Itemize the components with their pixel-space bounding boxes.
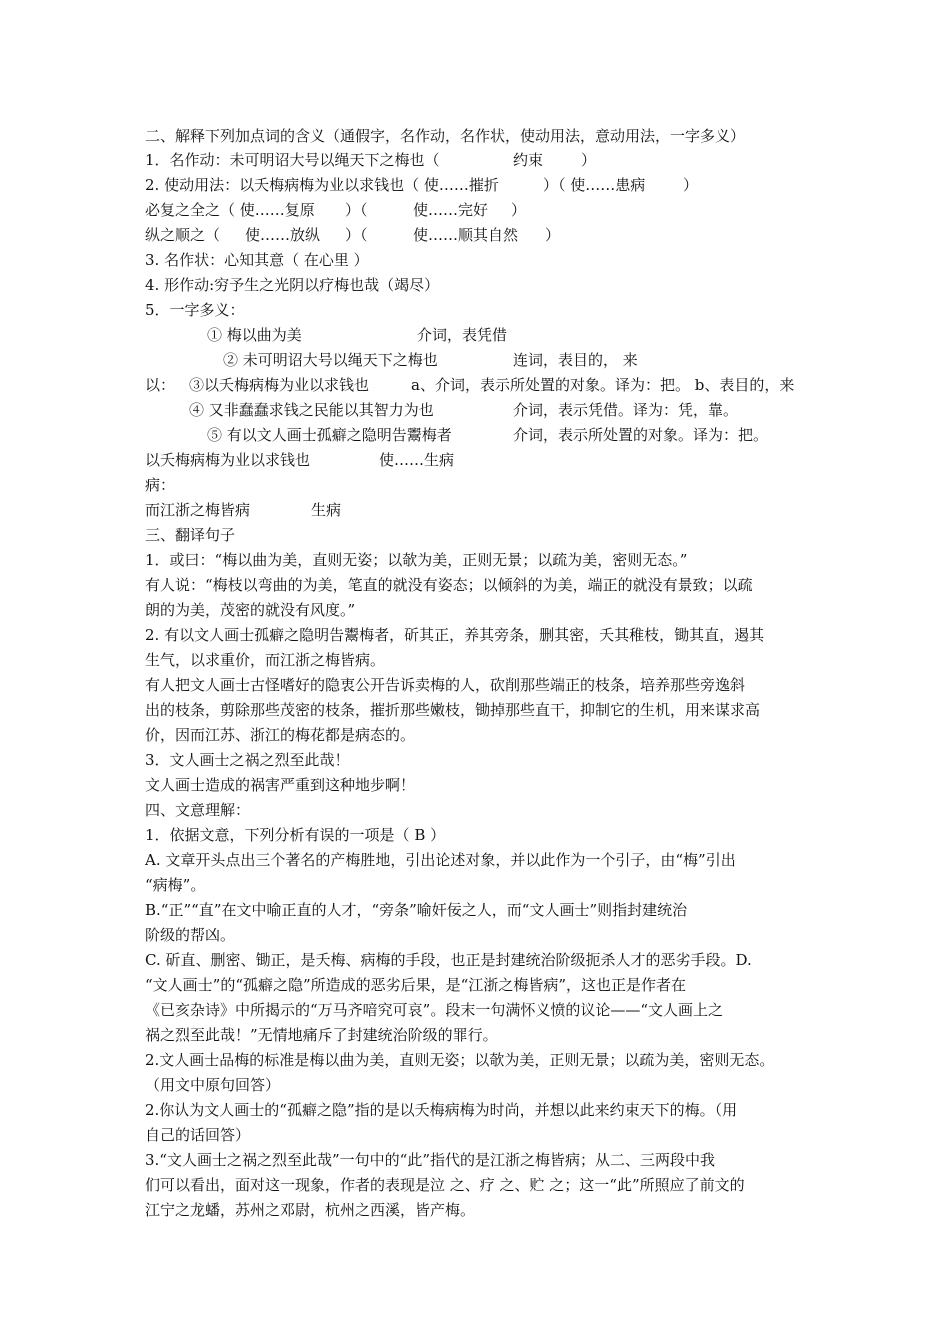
section-3-heading: 三、翻译句子 [145,526,236,544]
text: 2. 使动用法：以夭梅病梅为业以求钱也（ 使……摧折 [145,176,499,194]
s4-line: 2.文人画士品梅的标准是梅以曲为美，直则无姿；以欹为美，正则无景；以疏为美，密则无态。 [145,1051,775,1069]
explanation: 连词，表目的， 来 [513,351,638,369]
s3-line: 文人画士造成的祸害严重到这种地步啊！ [145,776,416,794]
s2-line-3 [145,198,815,222]
s3-line: 价，因而江苏、浙江的梅花都是病态的。 [145,726,416,744]
explanation: 生病 [311,501,342,519]
text: ） [511,201,527,219]
text: ）（ [345,226,368,244]
s4-line: 3.“文人画士之祸之烈至此哉”一句中的“此”指代的是江浙之梅皆病；从二、三两段中我 [145,1151,715,1169]
example: ③以夭梅病梅为业以求钱也 [189,376,370,394]
s4-line: 阶级的帮凶。 [145,926,236,944]
s4-line: 1．依据文意，下列分析有误的一项是（ B ） [145,826,446,844]
explanation: 介词，表凭借 [417,326,508,344]
s3-line: 3．文人画士之祸之烈至此哉！ [145,751,350,769]
s3-line: 朗的为美，茂密的就没有风度。” [145,601,356,619]
explanation: 使……生病 [379,451,455,469]
s4-line: （用文中原句回答） [145,1076,281,1094]
s4-line: 祸之烈至此哉！”无情地痛斥了封建统治阶级的罪行。 [145,1026,498,1044]
s2-line-4 [145,223,815,247]
yizi-1 [145,323,815,347]
example: 而江浙之梅皆病 [145,501,251,519]
answer: 约束 [513,151,544,169]
text: ） [545,226,561,244]
answer: 使……完好 [413,201,489,219]
answer: 使……放纵 [245,226,321,244]
section-4-heading: 四、文意理解： [145,801,251,819]
yizi-4 [145,398,815,422]
s2-line-7: 5．一字多义： [145,301,245,319]
bing-lead: 病： [145,476,176,494]
s3-line: 生气，以求重价，而江浙之梅皆病。 [145,651,386,669]
s4-line: B.“正”“直”在文中喻正直的人才，“旁条”喻奸佞之人，而“文人画士”则指封建统治 [145,901,688,919]
text: 纵之顺之（ [145,226,221,244]
example: ① 梅以曲为美 [207,326,302,344]
explanation: a、介词，表示所处置的对象。译为：把。 b、表目的，来 [411,376,795,394]
s4-line: 江宁之龙蟠，苏州之邓尉，杭州之西溪，皆产梅。 [145,1201,476,1219]
s4-line: “文人画士”的“孤癖之隐”所造成的恶劣后果，是“江浙之梅皆病”，这也正是作者在 [145,976,687,994]
s2-line-1 [145,148,815,172]
s3-line: 2. 有以文人画士孤癖之隐明告鬻梅者，斫其正，养其旁条，删其密，夭其稚枝，锄其直，遏其 [145,626,765,644]
answer: 使……顺其自然 [413,226,519,244]
s4-line: 们可以看出，面对这一现象，作者的表现是泣 之、疗 之、贮 之；这一“此”所照应了前文的 [145,1176,745,1194]
example: 以夭梅病梅为业以求钱也 [145,451,311,469]
s4-line: “病梅”。 [145,876,206,894]
s2-line-6: 4. 形作动:穷予生之光阴以疗梅也哉（竭尽） [145,276,440,294]
s4-line: C. 斫直、删密、锄正，是夭梅、病梅的手段，也正是封建统治阶级扼杀人才的恶劣手段。D. [145,951,752,969]
bing-2 [145,498,815,522]
example: ⑤ 有以文人画士孤癖之隐明告鬻梅者 [207,426,452,444]
text: 1．名作动：未可明诏大号以绳天下之梅也（ [145,151,440,169]
s3-line: 出的枝条，剪除那些茂密的枝条，摧折那些嫩枝，锄掉那些直干，抑制它的生机，用来谋求高 [145,701,761,719]
text: ） [683,176,699,194]
example: ④ 又非蠢蠢求钱之民能以其智力为也 [189,401,434,419]
text: ）（ 使……患病 [543,176,646,194]
s4-line: 自己的话回答） [145,1126,251,1144]
text: ）（ [345,201,368,219]
s4-line: A. 文章开头点出三个著名的产梅胜地，引出论述对象，并以此作为一个引子，由“梅”引出 [145,851,736,869]
s2-line-5: 3. 名作状：心知其意（ 在心里 ） [145,251,369,269]
lead: 以： [145,376,176,394]
section-2-heading: 二、解释下列加点词的含义（通假字，名作动，名作状，使动用法，意动用法，一字多义） [145,127,746,145]
explanation: 介词，表示凭借。译为：凭，靠。 [513,401,739,419]
explanation: 介词，表示所处置的对象。译为：把。 [513,426,769,444]
bing-1 [145,448,815,472]
text: ） [581,151,597,169]
yizi-5 [145,423,815,447]
s3-line: 有人把文人画士古怪嗜好的隐衷公开告诉卖梅的人，砍削那些端正的枝条，培养那些旁逸斜 [145,676,746,694]
yizi-3 [145,373,815,397]
s2-line-2 [145,173,815,197]
s3-line: 1．或曰：“梅以曲为美，直则无姿；以欹为美，正则无景；以疏为美，密则无态。” [145,551,688,569]
yizi-2 [145,348,815,372]
s3-line: 有人说：“梅枝以弯曲的为美，笔直的就没有姿态；以倾斜的为美，端正的就没有景致；以疏 [145,576,753,594]
example: ② 未可明诏大号以绳天下之梅也 [223,351,438,369]
s4-line: 《已亥杂诗》中所揭示的“万马齐喑究可哀”。段末一句满怀义愤的议论——“文人画上之 [145,1001,724,1019]
text: 必复之全之（ 使……复原 [145,201,315,219]
s4-line: 2.你认为文人画士的“孤癖之隐”指的是以夭梅病梅为时尚，并想以此来约束天下的梅。（用 [145,1101,738,1119]
